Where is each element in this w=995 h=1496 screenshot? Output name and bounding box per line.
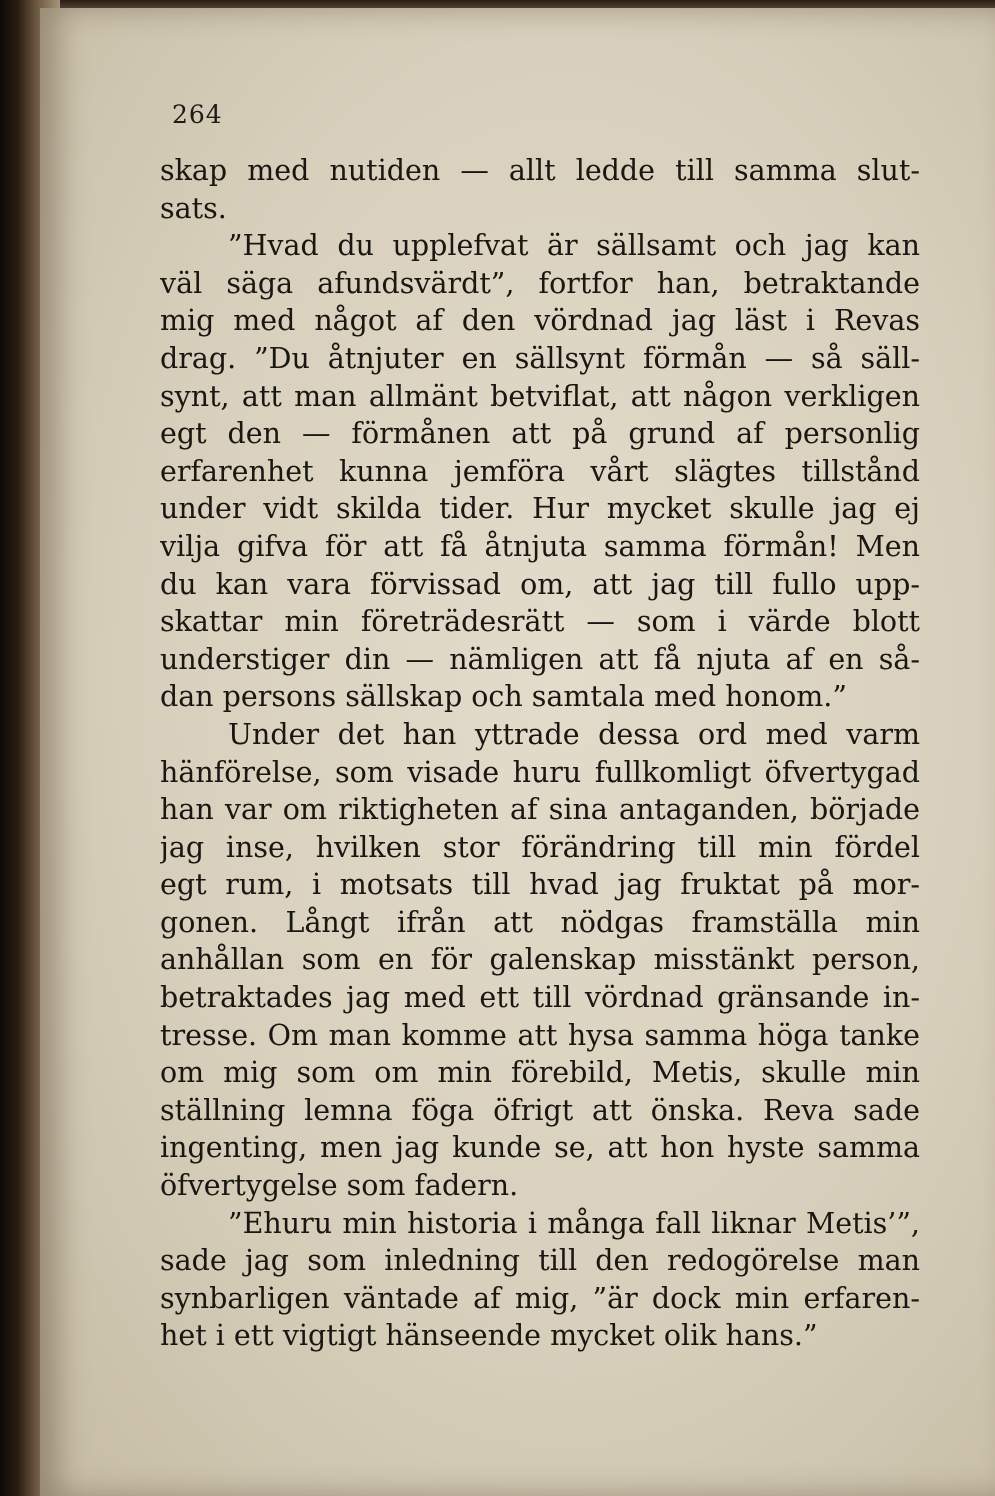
text-line: anhållan som en för galenskap misstänkt person, [160,943,920,977]
text-line: ingenting, men jag kunde se, att hon hyste samma [160,1131,920,1165]
text-line: jag inse, hvilken stor förändring till min fördel [160,830,920,864]
text-line: hänförelse, som visade huru fullkomligt öfvertygad [160,755,920,789]
text-line: vilja gifva för att få åtnjuta samma förmån! Men [160,529,920,563]
text-line: gonen. Långt ifrån att nödgas framställa min [160,905,920,939]
text-line: under vidt skilda tider. Hur mycket skulle jag ej [160,492,920,526]
text-line: het i ett vigtigt hänseende mycket olik hans.” [160,1319,818,1353]
text-line: om mig som om min förebild, Metis, skulle min [160,1056,920,1090]
text-line: ”Ehuru min historia i många fall liknar Metis’”, [228,1206,920,1240]
text-line: understiger din — nämligen att få njuta af en så- [160,642,920,676]
text-line: egt rum, i motsats till hvad jag fruktat på mor- [160,868,920,902]
text-line: dan persons sällskap och samtala med honom.” [160,680,847,714]
text-line: Under det han yttrade dessa ord med varm [228,717,920,751]
text-line: mig med något af den vördnad jag läst i Revas [160,304,920,338]
text-line: skattar min företrädesrätt — som i värde blott [160,605,920,639]
text-line: han var om riktigheten af sina antaganden, började [160,793,920,827]
page-number: 264 [172,100,223,129]
text-line: erfarenhet kunna jemföra vårt slägtes tillstånd [160,454,920,488]
text-line: skap med nutiden — allt ledde till samma slut- [160,154,920,187]
text-line: ”Hvad du upplefvat är sällsamt och jag kan [228,229,920,263]
text-line: väl säga afundsvärdt”, fortfor han, betraktande [160,266,920,300]
text-line: öfvertygelse som fadern. [160,1169,519,1203]
text-line: ställning lemna föga öfrigt att önska. Reva sade [160,1093,920,1127]
text-line: synt, att man allmänt betviflat, att någon verkligen [160,379,920,413]
body-text [160,152,920,1355]
text-line: sats. [160,191,227,225]
text-line: synbarligen väntade af mig, ”är dock min erfaren- [160,1281,920,1315]
text-line: sade jag som inledning till den redogörelse man [160,1244,920,1278]
text-line: drag. ”Du åtnjuter en sällsynt förmån — så säll- [160,341,920,375]
text-line: du kan vara förvissad om, att jag till fullo upp- [160,567,920,601]
text-line: betraktades jag med ett till vördnad gränsande in- [160,981,920,1015]
text-line: tresse. Om man komme att hysa samma höga tanke [160,1018,920,1052]
text-line: egt den — förmånen att på grund af personlig [160,417,920,451]
